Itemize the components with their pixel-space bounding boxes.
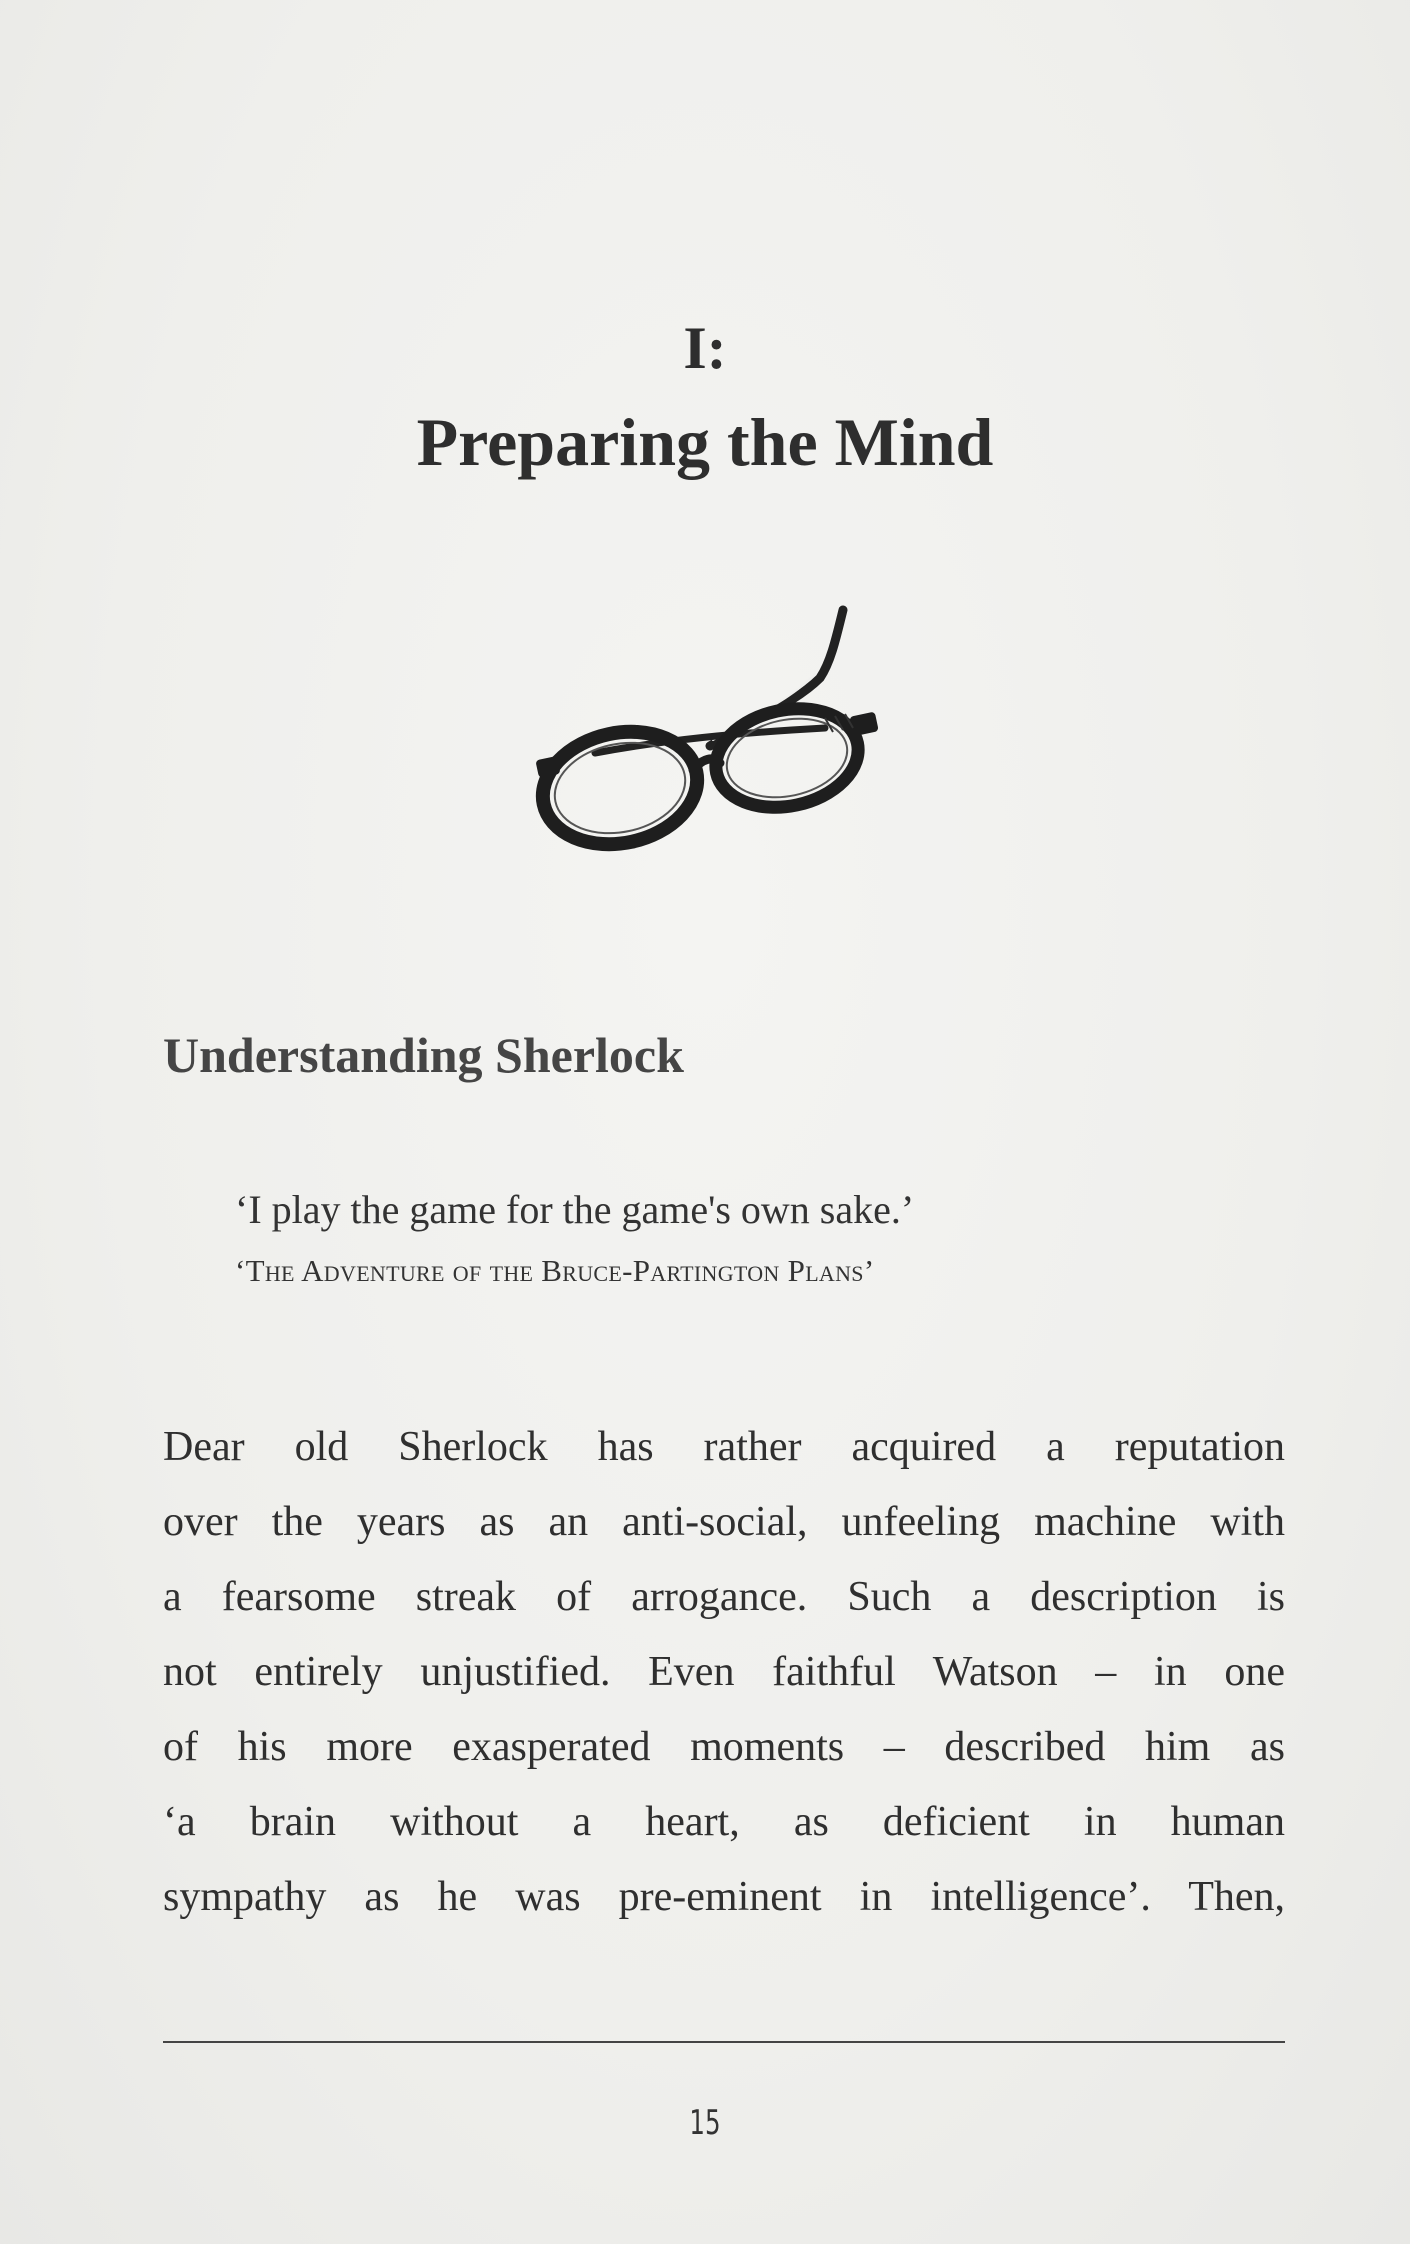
footer-rule xyxy=(163,2041,1285,2043)
body-line: ‘a brain without a heart, as deficient in human xyxy=(163,1799,1285,1845)
section-heading: Understanding Sherlock xyxy=(163,1027,684,1083)
body-line: Dear old Sherlock has rather acquired a reputation xyxy=(163,1424,1285,1470)
chapter-number: I: xyxy=(683,315,727,381)
chapter-title: Preparing the Mind xyxy=(416,404,994,480)
body-line: a fearsome streak of arrogance. Such a description is xyxy=(163,1574,1285,1620)
body-line: not entirely unjustified. Even faithful Watson – in one xyxy=(163,1649,1285,1695)
spectacles-icon xyxy=(525,598,905,858)
body-line: sympathy as he was pre-eminent in intelligence’. Then, xyxy=(163,1874,1285,1920)
page-number: 15 xyxy=(689,2103,721,2143)
body-line: over the years as an anti-social, unfeeling machine with xyxy=(163,1499,1285,1545)
body-paragraph xyxy=(163,1410,1285,1935)
epigraph-source: ‘The Adventure of the Bruce-Partington Plans’ xyxy=(235,1253,875,1288)
epigraph-quote: ‘I play the game for the game's own sake.’ xyxy=(235,1187,915,1232)
body-line: of his more exasperated moments – described him as xyxy=(163,1724,1285,1770)
